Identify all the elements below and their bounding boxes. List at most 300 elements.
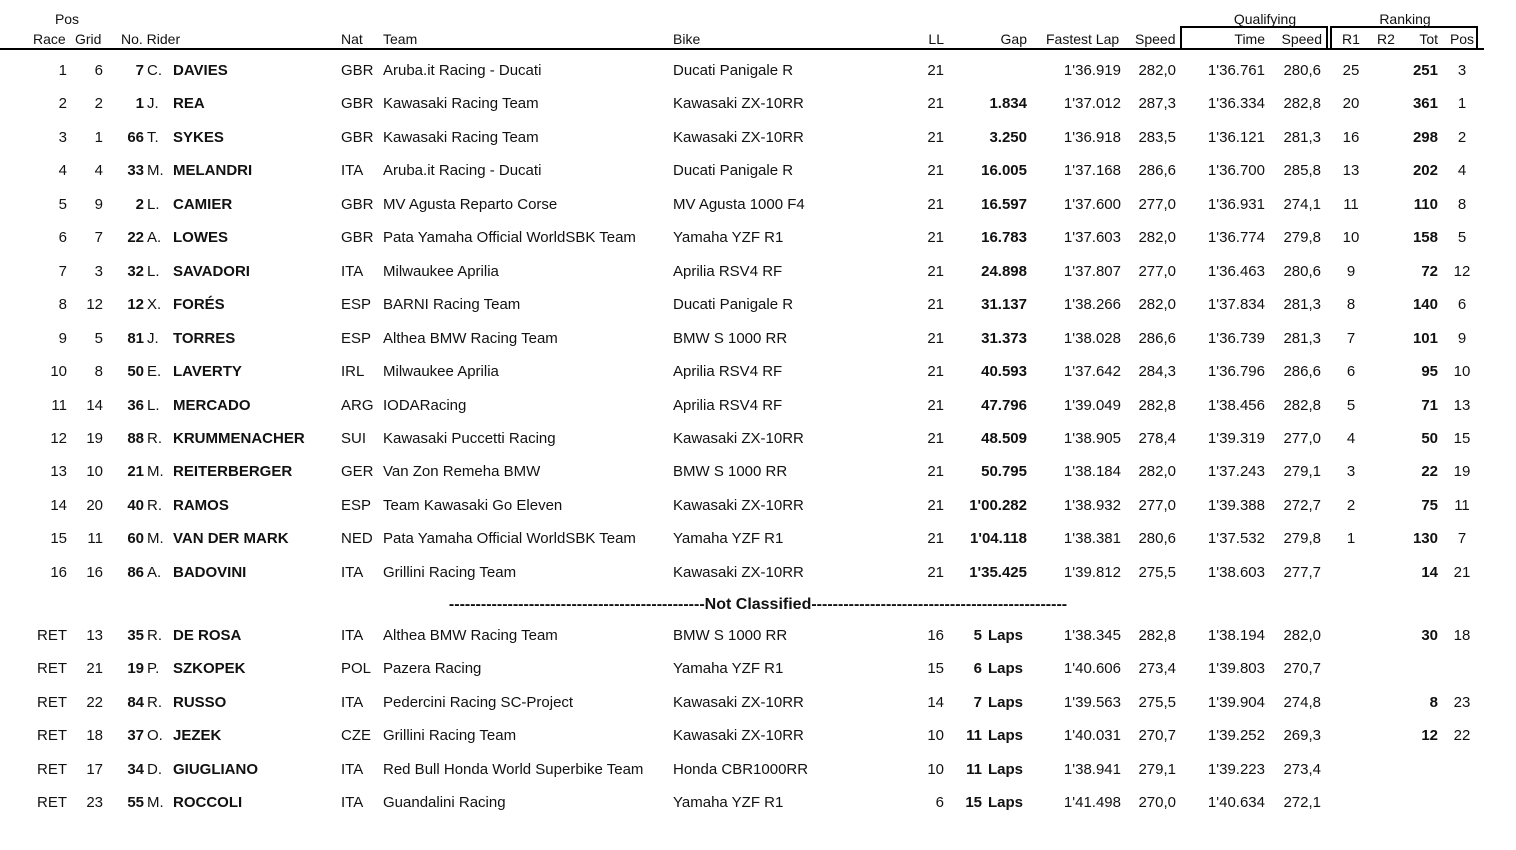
qualifying-time: 1'36.334 (1207, 95, 1265, 112)
team-name: Pata Yamaha Official WorldSBK Team (383, 530, 636, 547)
ranking-r1: 8 (1346, 296, 1356, 313)
rider-nat: ITA (341, 761, 364, 778)
rider-initial: T. (147, 129, 159, 146)
ranking-pos: 18 (1453, 627, 1471, 644)
laps-led: 10 (927, 727, 944, 744)
race-pos: 15 (50, 530, 67, 547)
bike-name: BMW S 1000 RR (673, 330, 788, 347)
rider-nat: ESP (341, 296, 372, 313)
ranking-pos: 15 (1453, 430, 1471, 447)
qualifying-speed: 285,8 (1283, 162, 1321, 179)
rider-number: 22 (127, 229, 144, 246)
qualifying-time: 1'36.463 (1207, 263, 1265, 280)
rider-nat: CZE (341, 727, 371, 744)
rider-number: 1 (135, 95, 144, 112)
qualifying-time: 1'39.388 (1207, 497, 1265, 514)
fastest-lap: 1'39.049 (1063, 397, 1121, 414)
tot-header: Tot (1419, 31, 1438, 47)
ll-header: LL (928, 31, 944, 47)
race-pos: 7 (58, 263, 67, 280)
team-name: Kawasaki Racing Team (383, 95, 539, 112)
team-name: Pata Yamaha Official WorldSBK Team (383, 229, 636, 246)
race-pos: 5 (58, 196, 67, 213)
grid-pos: 23 (86, 794, 103, 811)
rider-initial: P. (147, 660, 160, 677)
rider-number: 7 (135, 62, 144, 79)
rider-name: RUSSO (173, 694, 227, 711)
pos-group-header: Pos (54, 11, 80, 27)
grid-pos: 8 (94, 363, 103, 380)
qualifying-time: 1'36.931 (1207, 196, 1265, 213)
rider-nat: IRL (341, 363, 365, 380)
no-rider-header: No. Rider (121, 31, 181, 47)
nat-header: Nat (341, 31, 363, 47)
qualifying-time: 1'40.634 (1207, 794, 1265, 811)
gap-laps-unit: Laps (988, 794, 1024, 811)
laps-led: 21 (927, 430, 944, 447)
speed: 283,5 (1138, 129, 1176, 146)
qualifying-speed: 282,8 (1283, 95, 1321, 112)
ranking-pos: 9 (1457, 330, 1467, 347)
ranking-pos: 1 (1457, 95, 1467, 112)
qualifying-speed: 281,3 (1283, 129, 1321, 146)
rider-name: BADOVINI (173, 564, 247, 581)
race-pos: 11 (51, 397, 67, 414)
speed: 286,6 (1138, 330, 1176, 347)
fastest-lap: 1'38.932 (1063, 497, 1121, 514)
ranking-r1: 4 (1346, 430, 1356, 447)
ranking-r1: 13 (1342, 162, 1360, 179)
ranking-r1: 3 (1346, 463, 1356, 480)
speed: 273,4 (1138, 660, 1176, 677)
ranking-r1: 25 (1342, 62, 1360, 79)
rider-name: VAN DER MARK (173, 530, 289, 547)
grid-pos: 5 (94, 330, 103, 347)
team-name: Kawasaki Racing Team (383, 129, 539, 146)
bike-header: Bike (673, 31, 701, 47)
bike-name: Aprilia RSV4 RF (673, 263, 783, 280)
gap-header: Gap (1000, 31, 1027, 47)
grid-pos: 17 (86, 761, 103, 778)
grid-pos: 21 (86, 660, 103, 677)
race-pos: 3 (58, 129, 67, 146)
grid-pos: 12 (86, 296, 103, 313)
gap-laps-unit: Laps (988, 660, 1024, 677)
rider-nat: ESP (341, 497, 372, 514)
rider-initial: J. (147, 95, 159, 112)
rider-nat: ESP (341, 330, 372, 347)
laps-led: 21 (927, 162, 944, 179)
laps-led: 21 (927, 196, 944, 213)
not-classified-separator: ------------------------------------------------Not Classified------------------------------------------------ (448, 596, 1068, 613)
qualifying-speed: 274,1 (1283, 196, 1321, 213)
grid-pos: 13 (86, 627, 103, 644)
bike-name: Kawasaki ZX-10RR (673, 497, 804, 514)
fastest-lap: 1'40.031 (1063, 727, 1121, 744)
laps-led: 21 (927, 129, 944, 146)
qualifying-header-box (1180, 26, 1328, 50)
rider-nat: SUI (341, 430, 367, 447)
rider-initial: X. (147, 296, 162, 313)
rider-nat: GBR (341, 229, 374, 246)
qualifying-time: 1'39.223 (1207, 761, 1265, 778)
rider-number: 55 (127, 794, 144, 811)
fastest-lap: 1'39.812 (1063, 564, 1121, 581)
bike-name: Kawasaki ZX-10RR (673, 430, 804, 447)
race-pos: 8 (58, 296, 67, 313)
gap-laps-count: 11 (966, 727, 982, 744)
qualifying-speed: 270,7 (1283, 660, 1321, 677)
fastest-lap: 1'38.905 (1063, 430, 1121, 447)
gap: 3.250 (989, 129, 1027, 146)
rider-number: 19 (127, 660, 144, 677)
bike-name: Aprilia RSV4 RF (673, 397, 783, 414)
ranking-total: 140 (1412, 296, 1438, 313)
fastest-lap: 1'37.012 (1063, 95, 1121, 112)
qualifying-time: 1'39.803 (1207, 660, 1265, 677)
laps-led: 21 (927, 397, 944, 414)
qualifying-speed: 279,1 (1283, 463, 1321, 480)
race-pos: 10 (50, 363, 67, 380)
rider-number: 84 (127, 694, 144, 711)
ranking-total: 202 (1412, 162, 1438, 179)
fastest-lap: 1'38.345 (1063, 627, 1121, 644)
fastest-lap: 1'37.603 (1063, 229, 1121, 246)
speed: 270,7 (1138, 727, 1176, 744)
gap: 1.834 (989, 95, 1027, 112)
speed: 282,0 (1138, 463, 1176, 480)
race-pos: 2 (58, 95, 67, 112)
bike-name: Honda CBR1000RR (673, 761, 809, 778)
rider-nat: GBR (341, 196, 374, 213)
qualifying-time: 1'39.904 (1207, 694, 1265, 711)
gap: 24.898 (981, 263, 1027, 280)
team-name: Pedercini Racing SC-Project (383, 694, 574, 711)
qualifying-time: 1'39.319 (1207, 430, 1265, 447)
qualifying-speed: 281,3 (1283, 330, 1321, 347)
team-header: Team (383, 31, 418, 47)
grid-pos: 10 (86, 463, 103, 480)
grid-pos: 1 (94, 129, 103, 146)
ranking-pos: 13 (1453, 397, 1471, 414)
qualifying-time: 1'38.603 (1207, 564, 1265, 581)
ranking-pos: 10 (1453, 363, 1471, 380)
rider-name: RAMOS (173, 497, 229, 514)
team-name: Guandalini Racing (383, 794, 506, 811)
ranking-pos: 11 (1454, 497, 1470, 514)
qualifying-time: 1'39.252 (1207, 727, 1265, 744)
team-name: Team Kawasaki Go Eleven (383, 497, 563, 514)
laps-led: 21 (927, 530, 944, 547)
grid-header: Grid (75, 31, 102, 47)
speed: 270,0 (1138, 794, 1176, 811)
fastest-lap-header: Fastest Lap (1046, 31, 1120, 47)
race-pos: 6 (58, 229, 67, 246)
team-name: Van Zon Remeha BMW (383, 463, 541, 480)
fastest-lap: 1'40.606 (1063, 660, 1121, 677)
rider-number: 86 (127, 564, 144, 581)
ranking-total: 14 (1421, 564, 1438, 581)
rider-nat: NED (341, 530, 373, 547)
rider-number: 60 (127, 530, 144, 547)
rider-initial: A. (147, 564, 162, 581)
rider-initial: A. (147, 229, 162, 246)
fastest-lap: 1'38.266 (1063, 296, 1121, 313)
grid-pos: 3 (94, 263, 103, 280)
ranking-pos: 19 (1453, 463, 1471, 480)
ranking-total: 130 (1412, 530, 1438, 547)
qualifying-speed: 277,7 (1283, 564, 1321, 581)
rider-name: CAMIER (173, 196, 233, 213)
gap: 31.373 (981, 330, 1027, 347)
race-pos: 13 (50, 463, 67, 480)
race-pos: 1 (58, 62, 67, 79)
fastest-lap: 1'37.642 (1063, 363, 1121, 380)
grid-pos: 9 (94, 196, 103, 213)
team-name: MV Agusta Reparto Corse (383, 196, 558, 213)
race-pos: 9 (58, 330, 67, 347)
bike-name: Yamaha YZF R1 (673, 660, 784, 677)
rider-initial: O. (147, 727, 163, 744)
rider-number: 32 (127, 263, 144, 280)
team-name: Grillini Racing Team (383, 727, 517, 744)
qualifying-speed: 282,8 (1283, 397, 1321, 414)
fastest-lap: 1'37.168 (1063, 162, 1121, 179)
speed: 282,0 (1138, 296, 1176, 313)
qualifying-speed: 277,0 (1283, 430, 1321, 447)
ranking-pos: 6 (1457, 296, 1467, 313)
bike-name: BMW S 1000 RR (673, 627, 788, 644)
rider-name: REA (173, 95, 205, 112)
bike-name: Ducati Panigale R (673, 162, 794, 179)
rider-number: 88 (127, 430, 144, 447)
team-name: Milwaukee Aprilia (383, 263, 499, 280)
rider-name: DAVIES (173, 62, 228, 79)
speed: 282,8 (1138, 397, 1176, 414)
r2-header: R2 (1377, 31, 1395, 47)
speed: 280,6 (1138, 530, 1176, 547)
rider-name: LAVERTY (173, 363, 242, 380)
team-name: Aruba.it Racing - Ducati (383, 162, 542, 179)
qualifying-speed: 286,6 (1283, 363, 1321, 380)
ranking-pos: 7 (1457, 530, 1467, 547)
bike-name: Kawasaki ZX-10RR (673, 95, 804, 112)
fastest-lap: 1'36.918 (1063, 129, 1121, 146)
speed: 275,5 (1138, 564, 1176, 581)
rider-initial: J. (147, 330, 159, 347)
speed: 278,4 (1138, 430, 1176, 447)
qualifying-time: 1'36.121 (1207, 129, 1265, 146)
rider-initial: R. (147, 430, 162, 447)
gap: 16.597 (981, 196, 1027, 213)
team-name: Althea BMW Racing Team (383, 627, 558, 644)
qualifying-time-header: Time (1234, 31, 1265, 47)
rider-number: 21 (127, 463, 144, 480)
gap: 48.509 (981, 430, 1027, 447)
gap: 31.137 (981, 296, 1027, 313)
ranking-r1: 11 (1343, 196, 1359, 213)
speed: 275,5 (1138, 694, 1176, 711)
laps-led: 14 (927, 694, 944, 711)
rider-number: 34 (127, 761, 144, 778)
laps-led: 21 (927, 497, 944, 514)
fastest-lap: 1'39.563 (1063, 694, 1121, 711)
ranking-pos-header: Pos (1449, 31, 1475, 47)
ranking-total: 251 (1412, 62, 1438, 79)
rider-name: JEZEK (173, 727, 222, 744)
qualifying-time: 1'38.456 (1207, 397, 1265, 414)
rider-name: DE ROSA (173, 627, 242, 644)
laps-led: 21 (927, 95, 944, 112)
fastest-lap: 1'38.941 (1063, 761, 1121, 778)
qualifying-speed: 272,1 (1283, 794, 1321, 811)
bike-name: Kawasaki ZX-10RR (673, 694, 804, 711)
grid-pos: 2 (94, 95, 103, 112)
qualifying-speed: 269,3 (1283, 727, 1321, 744)
grid-pos: 16 (86, 564, 103, 581)
ranking-pos: 2 (1457, 129, 1467, 146)
speed: 277,0 (1138, 497, 1176, 514)
rider-name: LOWES (173, 229, 228, 246)
bike-name: Aprilia RSV4 RF (673, 363, 783, 380)
rider-nat: POL (341, 660, 372, 677)
laps-led: 21 (927, 564, 944, 581)
gap-laps-unit: Laps (988, 727, 1024, 744)
speed: 282,0 (1138, 229, 1176, 246)
qualifying-time: 1'37.243 (1207, 463, 1265, 480)
ranking-r1: 2 (1346, 497, 1356, 514)
qualifying-time: 1'36.739 (1207, 330, 1265, 347)
qualifying-speed: 273,4 (1283, 761, 1321, 778)
ranking-header: Ranking (1379, 11, 1431, 27)
rider-number: 37 (127, 727, 144, 744)
ranking-total: 158 (1412, 229, 1438, 246)
rider-nat: GBR (341, 62, 374, 79)
ranking-total: 8 (1429, 694, 1438, 711)
ranking-r1: 7 (1346, 330, 1356, 347)
laps-led: 21 (927, 296, 944, 313)
rider-number: 12 (127, 296, 144, 313)
rider-nat: GBR (341, 95, 374, 112)
rider-initial: E. (147, 363, 162, 380)
qualifying-time: 1'36.700 (1207, 162, 1265, 179)
rider-initial: M. (147, 530, 164, 547)
ranking-r1: 6 (1346, 363, 1356, 380)
rider-nat: ITA (341, 794, 364, 811)
race-pos: 16 (50, 564, 67, 581)
ranking-pos: 22 (1453, 727, 1471, 744)
gap-laps-unit: Laps (988, 627, 1024, 644)
laps-led: 10 (927, 761, 944, 778)
rider-initial: L. (147, 196, 160, 213)
rider-name: MERCADO (173, 397, 251, 414)
gap-laps-count: 7 (973, 694, 982, 711)
speed: 279,1 (1138, 761, 1176, 778)
bike-name: Kawasaki ZX-10RR (673, 129, 804, 146)
gap: 1'04.118 (970, 530, 1027, 547)
ranking-total: 50 (1421, 430, 1438, 447)
laps-led: 6 (935, 794, 944, 811)
ranking-total: 30 (1421, 627, 1438, 644)
bike-name: Ducati Panigale R (673, 296, 794, 313)
race-pos: RET (37, 660, 67, 677)
ranking-total: 298 (1412, 129, 1438, 146)
bike-name: Kawasaki ZX-10RR (673, 727, 804, 744)
speed: 277,0 (1138, 196, 1176, 213)
grid-pos: 22 (86, 694, 103, 711)
rider-nat: ITA (341, 564, 364, 581)
gap: 1'35.425 (969, 564, 1027, 581)
qualifying-speed: 272,7 (1283, 497, 1321, 514)
ranking-pos: 4 (1457, 162, 1467, 179)
qualifying-time: 1'36.774 (1207, 229, 1265, 246)
grid-pos: 7 (94, 229, 103, 246)
rider-name: SZKOPEK (173, 660, 246, 677)
rider-initial: D. (147, 761, 162, 778)
fastest-lap: 1'38.381 (1063, 530, 1121, 547)
rider-number: 2 (135, 196, 144, 213)
race-pos: RET (37, 794, 67, 811)
gap-laps-unit: Laps (988, 694, 1024, 711)
rider-number: 33 (127, 162, 144, 179)
ranking-total: 72 (1421, 263, 1438, 280)
qualifying-time: 1'37.532 (1207, 530, 1265, 547)
race-pos: RET (37, 694, 67, 711)
r1-header: R1 (1342, 31, 1360, 47)
bike-name: BMW S 1000 RR (673, 463, 788, 480)
gap-laps-count: 5 (973, 627, 982, 644)
ranking-total: 22 (1421, 463, 1438, 480)
qualifying-speed: 280,6 (1283, 62, 1321, 79)
team-name: Aruba.it Racing - Ducati (383, 62, 542, 79)
rider-initial: R. (147, 627, 162, 644)
speed: 286,6 (1138, 162, 1176, 179)
team-name: BARNI Racing Team (383, 296, 521, 313)
ranking-r1: 9 (1346, 263, 1356, 280)
race-pos: RET (37, 727, 67, 744)
gap-laps-count: 15 (965, 794, 982, 811)
laps-led: 21 (927, 229, 944, 246)
ranking-r1: 5 (1346, 397, 1356, 414)
speed: 287,3 (1138, 95, 1176, 112)
team-name: IODARacing (383, 397, 467, 414)
ranking-total: 361 (1412, 95, 1438, 112)
ranking-total: 95 (1421, 363, 1438, 380)
ranking-r1: 10 (1342, 229, 1360, 246)
ranking-header-box (1330, 26, 1478, 50)
gap-laps-count: 11 (966, 761, 982, 778)
qualifying-speed: 281,3 (1283, 296, 1321, 313)
grid-pos: 6 (94, 62, 103, 79)
laps-led: 21 (927, 263, 944, 280)
grid-pos: 18 (86, 727, 103, 744)
qualifying-speed: 280,6 (1283, 263, 1321, 280)
grid-pos: 19 (86, 430, 103, 447)
rider-number: 35 (127, 627, 144, 644)
qualifying-time: 1'37.834 (1207, 296, 1265, 313)
qualifying-speed: 274,8 (1283, 694, 1321, 711)
rider-nat: ARG (341, 397, 374, 414)
bike-name: Kawasaki ZX-10RR (673, 564, 804, 581)
laps-led: 15 (927, 660, 944, 677)
ranking-r1: 1 (1346, 530, 1356, 547)
race-header: Race (33, 31, 66, 47)
bike-name: Yamaha YZF R1 (673, 794, 784, 811)
ranking-pos: 23 (1453, 694, 1471, 711)
laps-led: 21 (927, 330, 944, 347)
fastest-lap: 1'37.807 (1063, 263, 1121, 280)
ranking-pos: 8 (1457, 196, 1467, 213)
